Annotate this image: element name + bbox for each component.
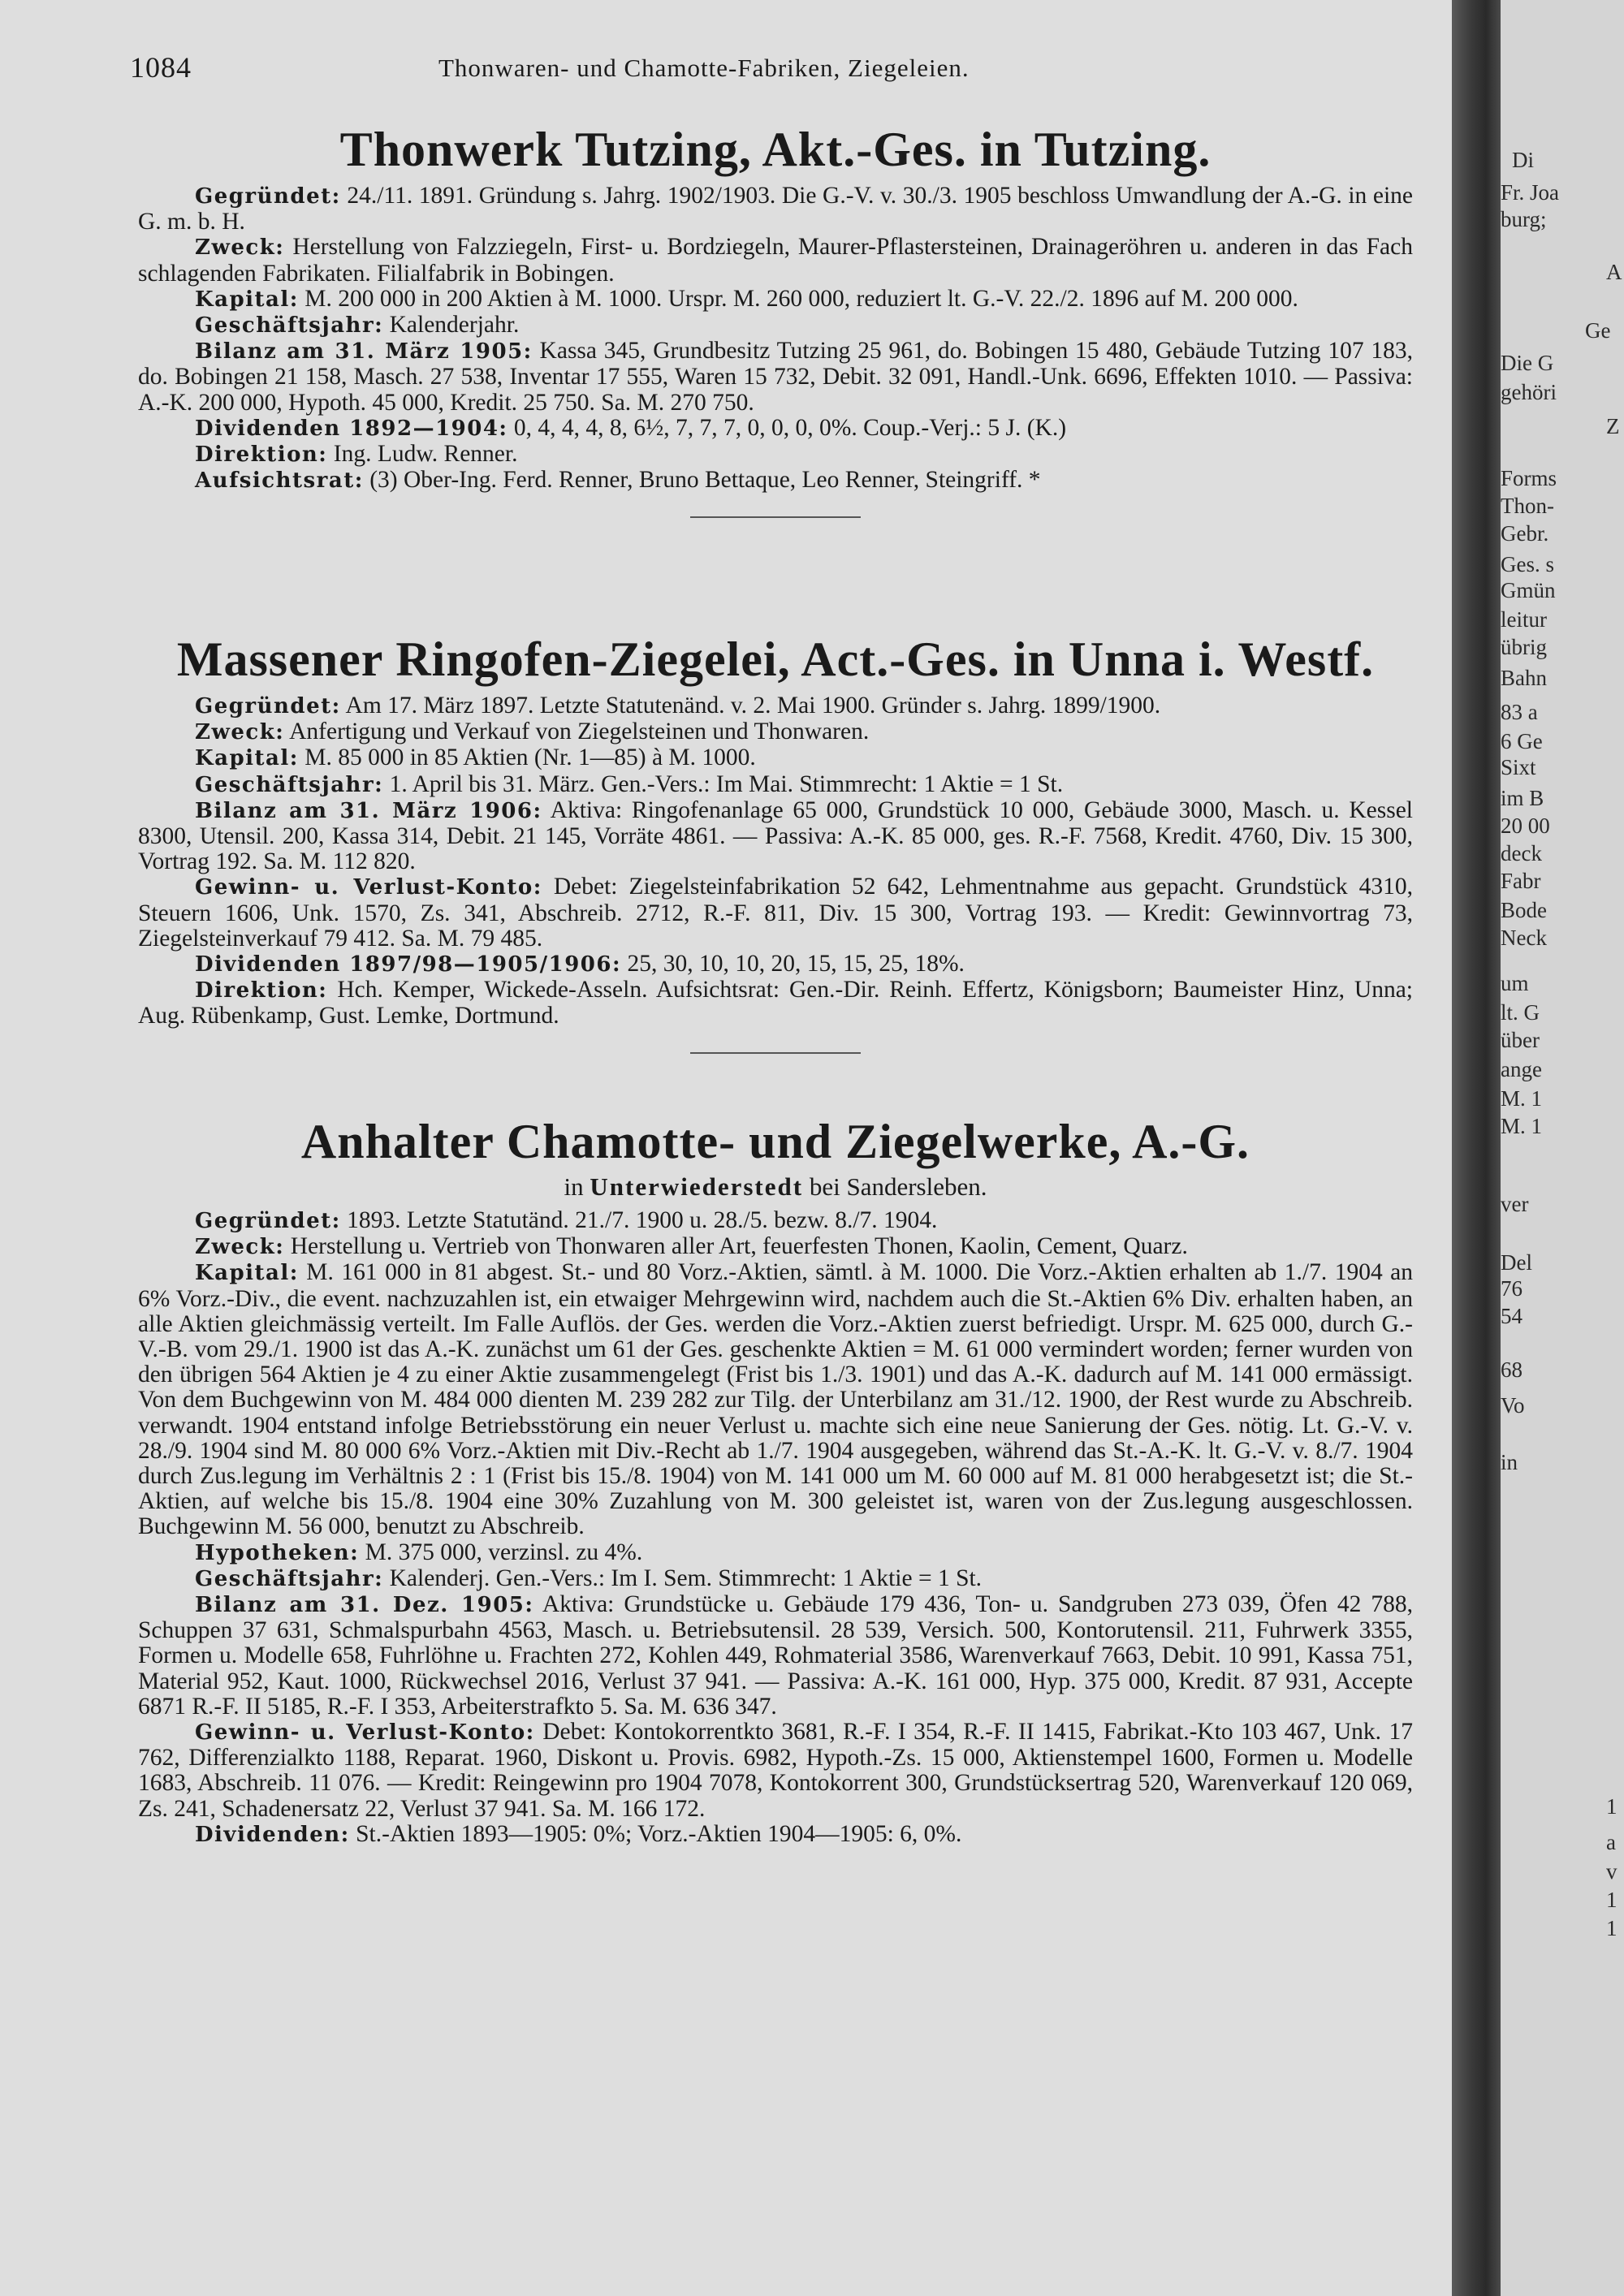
facing-page-fragment: Neck (1501, 926, 1547, 950)
entry-paragraph (138, 1566, 1413, 1592)
facing-page-fragment: 1 (1606, 1888, 1618, 1912)
field-text: Anfertigung und Verkauf von Ziegelsteinen und Thonwaren. (284, 719, 870, 745)
field-label: Geschäftsjahr: (195, 313, 384, 339)
facing-page-fragment: über (1501, 1028, 1540, 1052)
facing-page-fragment: Vo (1501, 1393, 1525, 1418)
page-number: 1084 (130, 51, 192, 84)
location-suffix: bei Sandersleben. (803, 1172, 987, 1201)
field-text: Hch. Kemper, Wickede-Asseln. Aufsichtsrat: Gen.-Dir. Reinh. Effertz, Königsborn; Baumeister Hinz, Unna; Aug. Rübenkamp, Gust. Lemke, Dortmund. (138, 977, 1413, 1029)
facing-page-fragment: Bode (1501, 898, 1547, 922)
facing-page-fragment: Fabr (1501, 869, 1541, 893)
entry-paragraph (138, 468, 1413, 494)
facing-page-fragment: leitur (1501, 607, 1547, 632)
field-label: Zweck: (195, 1235, 285, 1260)
entry-paragraph (138, 874, 1413, 952)
field-label: Gegründet: (195, 184, 341, 209)
field-text: Aktiva: Grundstücke u. Gebäude 179 436, Ton- u. Sandgruben 273 039, Öfen 42 788, Schuppen 37 631, Schmalspurbahn 4563, Masch. u. Betriebsutensil. 28 539, Versich. 500, Kontorutensil. 211, Fuhrwerk 3355, Formen u. Modelle 658, Fuhrlöhne u. Frachten 272, Kohlen 449, Rohmaterial 3586, Warenverkauf 7663, Debit. 10 991, Kassa 751, Material 952, Kaut. 1000, Rückwechsel 2016, Verlust 37 941. — Passiva: A.-K. 161 000, Hyp. 375 000, Kredit. 87 931, Accepte 6871 R.-F. II 5185, R.-F. I 353, Arbeiterstrafkto 5. Sa. M. 636 347. (138, 1591, 1413, 1720)
field-label: Direktion: (195, 978, 328, 1003)
facing-page-edge (1501, 0, 1624, 2296)
field-text: Aktiva: Ringofenanlage 65 000, Grundstück 10 000, Gebäude 3000, Masch. u. Kessel 8300, Utensil. 200, Kassa 314, Debit. 21 145, Vorräte 4861. — Passiva: A.-K. 85 000, ges. R.-F. 7568, Kredit. 4760, Div. 15 300, Vortrag 192. Sa. M. 112 820. (138, 796, 1413, 875)
field-label: Hypotheken: (195, 1540, 360, 1565)
facing-page-fragment: v (1606, 1859, 1618, 1884)
field-label: Geschäftsjahr: (195, 772, 384, 797)
entry-paragraph (138, 798, 1413, 875)
company-title: Thonwerk Tutzing, Akt.-Ges. in Tutzing. (339, 123, 1212, 176)
field-label: Direktion: (195, 442, 328, 468)
location-prefix: in (564, 1172, 590, 1201)
facing-page-fragment: Del (1501, 1250, 1532, 1275)
field-label: Gegründet: (195, 1209, 341, 1233)
field-text: M. 85 000 in 85 Aktien (Nr. 1—85) à M. 1000. (298, 744, 756, 771)
entry-paragraph (138, 442, 1413, 468)
facing-page-fragment: gehöri (1501, 380, 1557, 404)
field-text: 1. April bis 31. März. Gen.-Vers.: Im Mai. Stimmrecht: 1 Aktie = 1 St. (383, 770, 1064, 797)
field-text: Kalenderj. Gen.-Vers.: Im I. Sem. Stimmrecht: 1 Aktie = 1 St. (383, 1564, 983, 1591)
entry-paragraph (138, 1234, 1413, 1260)
entry-paragraph (138, 313, 1413, 339)
facing-page-fragment: Fr. Joa (1501, 180, 1560, 205)
entry-paragraph (138, 183, 1413, 235)
facing-page-fragment: um (1501, 971, 1529, 995)
field-label: Dividenden 1897/98—1905/1906: (195, 952, 622, 978)
facing-page-fragment: lt. G (1501, 1000, 1540, 1025)
facing-page-fragment: ver (1501, 1192, 1529, 1216)
facing-page-fragment: Ges. s (1501, 552, 1554, 576)
facing-page-fragment: im B (1501, 786, 1544, 810)
facing-page-fragment: in (1501, 1450, 1518, 1474)
entry-body (138, 693, 1413, 1029)
company-entry-anhalter-chamotte (138, 1112, 1413, 1848)
field-text: 1893. Letzte Statutänd. 21./7. 1900 u. 28./5. bezw. 8./7. 1904. (340, 1207, 938, 1233)
facing-page-fragment: Gebr. (1501, 521, 1549, 546)
facing-page-fragment: burg; (1501, 207, 1547, 231)
field-text: (3) Ober-Ing. Ferd. Renner, Bruno Bettaque, Leo Renner, Steingriff. * (363, 467, 1041, 494)
facing-page-fragment: 83 a (1501, 700, 1538, 724)
field-label: Kapital: (195, 287, 299, 312)
facing-page-fragment: 1 (1606, 1794, 1618, 1819)
field-text: Ing. Ludw. Renner. (327, 441, 518, 468)
company-entry-thonwerk-tutzing (138, 120, 1413, 536)
field-text: Kalenderjahr. (383, 312, 520, 339)
entry-paragraph (138, 952, 1413, 978)
field-text: Herstellung von Falzziegeln, First- u. Bordziegeln, Maurer-Pflastersteinen, Drainageröhren u. anderen in das Fach schlagenden Fabrikaten. Filialfabrik in Bobingen. (138, 234, 1413, 287)
facing-page-fragment: 54 (1501, 1304, 1522, 1328)
entry-body (138, 183, 1413, 494)
entry-paragraph (138, 978, 1413, 1029)
entry-paragraph (138, 1592, 1413, 1720)
field-text: Herstellung u. Vertrieb von Thonwaren aller Art, feuerfesten Thonen, Kaolin, Cement, Quarz. (284, 1233, 1188, 1260)
company-title: Anhalter Chamotte- und Ziegelwerke, A.-G. (300, 1115, 1250, 1168)
entry-paragraph (138, 287, 1413, 313)
company-location (138, 1171, 1413, 1203)
facing-page-fragment: Z (1606, 414, 1620, 438)
facing-page-fragment: M. 1 (1501, 1086, 1543, 1111)
section-divider (690, 516, 861, 518)
facing-page-fragment: Sixt (1501, 755, 1536, 779)
book-gutter (1452, 0, 1501, 2296)
entry-paragraph (138, 693, 1413, 719)
field-text: 25, 30, 10, 10, 20, 15, 15, 25, 18%. (621, 951, 965, 978)
facing-page-fragment: übrig (1501, 635, 1547, 659)
facing-page-fragment: Thon- (1501, 494, 1554, 518)
company-entry-massener-ringofen (138, 630, 1413, 1072)
facing-page-fragment: A (1606, 260, 1622, 284)
section-divider (690, 1052, 861, 1054)
field-label: Bilanz am 31. März 1905: (195, 339, 533, 365)
field-label: Kapital: (195, 1261, 299, 1286)
entry-paragraph (138, 745, 1413, 771)
field-label: Gewinn- u. Verlust-Konto: (195, 875, 542, 900)
field-text: M. 375 000, verzinsl. zu 4%. (359, 1539, 643, 1565)
field-text: 0, 4, 4, 4, 8, 6½, 7, 7, 7, 0, 0, 0, 0%. Coup.-Verj.: 5 J. (K.) (508, 414, 1067, 441)
location-town: Unterwiederstedt (590, 1172, 804, 1201)
facing-page-fragment: ange (1501, 1057, 1542, 1081)
field-text: Am 17. März 1897. Letzte Statutenänd. v. 2. Mai 1900. Gründer s. Jahrg. 1899/1900. (340, 693, 1161, 719)
facing-page-fragment: Forms (1501, 466, 1557, 490)
entry-body (138, 1208, 1413, 1848)
entry-paragraph (138, 339, 1413, 416)
field-text: M. 161 000 in 81 abgest. St.- und 80 Vorz.-Aktien, sämtl. à M. 1000. Die Vorz.-Aktien erhalten ab 1./7. 1904 an 6% Vorz.-Div., die event. nachzuzahlen ist, ein etwaiger Mehrgewinn wird, nachdem auch die St.-Aktien 6% Div. erhalten haben, an alle Aktien gleichmässig verteilt. Im Falle Auflös. der Ges. werden die Vorz.-Aktien zuerst befriedigt. Urspr. M. 625 000, durch G.-V.-B. vom 29./1. 1900 ist das A.-K. zunächst um 61 der Ges. geschenkte Aktien = M. 61 000 vermindert worden; ferner wurden von den übrigen 564 Aktien je 4 zu einer Aktie zusammengelegt (Frist bis 1./3. 1901) und das A.-K. dadurch auf M. 141 000 ermässigt. Von dem Buchgewinn von M. 484 000 dienten M. 239 282 zur Tilg. der Unterbilanz am 31./12. 1900, der Rest wurde zu Abschreib. verwandt. 1904 entstand infolge Betriebsstörung ein neuer Verlust u. machte sich eine neue Sanierung der Ges. nötig. Lt. G.-V. v. 28./9. 1904 sind M. 80 000 6% Vorz.-Aktien mit Div.-Recht ab 1./7. 1904 ausgegeben, während das St.-A.-K. lt. G.-V. v. 8./7. 1904 durch Zus.legung im Verhältnis 2 : 1 (Frist bis 15./8. 1904) von M. 141 000 um M. 60 000 auf M. 81 000 herabgesetzt ist; die St.-Aktien, auf welche bis 15./8. 1904 eine 30% Zuzahlung von M. 300 geleistet ist, waren von der Zus.legung ausgeschlossen. Buchgewinn M. 56 000, benutzt zu Abschreib. (138, 1259, 1413, 1540)
field-label: Bilanz am 31. Dez. 1905: (195, 1593, 534, 1618)
entry-paragraph (138, 416, 1413, 442)
field-label: Kapital: (195, 746, 299, 771)
field-text: Debet: Kontokorrentkto 3681, R.-F. I 354, R.-F. II 1415, Fabrikat.-Kto 103 467, Unk. 17 762, Differenzialkto 1188, Reparat. 1960, Diskont u. Provis. 6982, Hypoth.-Zs. 15 000, Aktienstempel 1600, Formen u. Modelle 1683, Abschreib. 11 076. — Kredit: Reingewinn pro 1904 7078, Kontokorrent 300, Grundstücksertrag 520, Warenverkauf 120 069, Zs. 241, Schadenersatz 22, Verlust 37 941. Sa. M. 166 172. (138, 1719, 1413, 1822)
facing-page-fragment: Die G (1501, 351, 1554, 375)
facing-page-fragment: M. 1 (1501, 1114, 1543, 1138)
field-label: Bilanz am 31. März 1906: (195, 798, 542, 823)
field-label: Dividenden 1892—1904: (195, 416, 508, 441)
facing-page-fragment: 76 (1501, 1276, 1522, 1301)
company-title: Massener Ringofen-Ziegelei, Act.-Ges. in Unna i. Westf. (176, 632, 1375, 686)
field-text: Kassa 345, Grundbesitz Tutzing 25 961, do. Bobingen 15 480, Gebäude Tutzing 107 183, do. Bobingen 21 158, Masch. 27 538, Inventar 17 555, Waren 15 732, Debit. 32 091, Handl.-Unk. 6696, Effekten 1010. — Passiva: A.-K. 200 000, Hypoth. 45 000, Kredit. 25 750. Sa. M. 270 750. (138, 338, 1414, 416)
entry-paragraph (138, 1720, 1413, 1822)
field-text: 24./11. 1891. Gründung s. Jahrg. 1902/1903. Die G.-V. v. 30./3. 1905 beschloss Umwandlung der A.-G. in eine G. m. b. H. (138, 183, 1413, 235)
facing-page-fragment: 6 Ge (1501, 729, 1543, 753)
field-label: Gegründet: (195, 694, 341, 719)
facing-page-fragment: 1 (1606, 1916, 1618, 1940)
running-title: Thonwaren- und Chamotte-Fabriken, Ziegeleien. (438, 54, 970, 82)
facing-page-fragment: Ge (1585, 318, 1611, 343)
entry-paragraph (138, 235, 1413, 286)
field-label: Zweck: (195, 235, 285, 261)
entry-paragraph (138, 1822, 1413, 1848)
field-text: Debet: Ziegelsteinfabrikation 52 642, Lehmentnahme aus gepacht. Grundstück 4310, Steuern 1606, Unk. 1570, Zs. 341, Abschreib. 2712, R.-F. 811, Div. 15 300, Vortrag 193. — Kredit: Gewinnvortrag 73, Ziegelsteinverkauf 79 412. Sa. M. 79 485. (138, 874, 1413, 952)
field-label: Zweck: (195, 720, 285, 745)
facing-page-fragment: 68 (1501, 1357, 1522, 1382)
entry-paragraph (138, 1540, 1413, 1566)
facing-page-fragment: a (1606, 1830, 1616, 1854)
field-label: Aufsichtsrat: (195, 468, 364, 494)
field-label: Geschäftsjahr: (195, 1566, 384, 1591)
field-label: Dividenden: (195, 1822, 350, 1847)
facing-page-fragment: Bahn (1501, 666, 1547, 690)
entry-paragraph (138, 772, 1413, 798)
page-header (130, 50, 1397, 88)
facing-page-fragment: Gmün (1501, 578, 1556, 602)
field-label: Gewinn- u. Verlust-Konto: (195, 1720, 535, 1746)
facing-page-fragment: Di (1512, 148, 1534, 172)
facing-page-fragment: 20 00 (1501, 814, 1550, 838)
entry-paragraph (138, 1260, 1413, 1539)
facing-page-fragment: deck (1501, 841, 1542, 865)
entry-paragraph (138, 719, 1413, 745)
field-text: M. 200 000 in 200 Aktien à M. 1000. Urspr. M. 260 000, reduziert lt. G.-V. 22./2. 1896 auf M. 200 000. (298, 285, 1298, 312)
entry-paragraph (138, 1208, 1413, 1234)
field-text: St.-Aktien 1893—1905: 0%; Vorz.-Aktien 1904—1905: 6, 0%. (349, 1820, 962, 1847)
